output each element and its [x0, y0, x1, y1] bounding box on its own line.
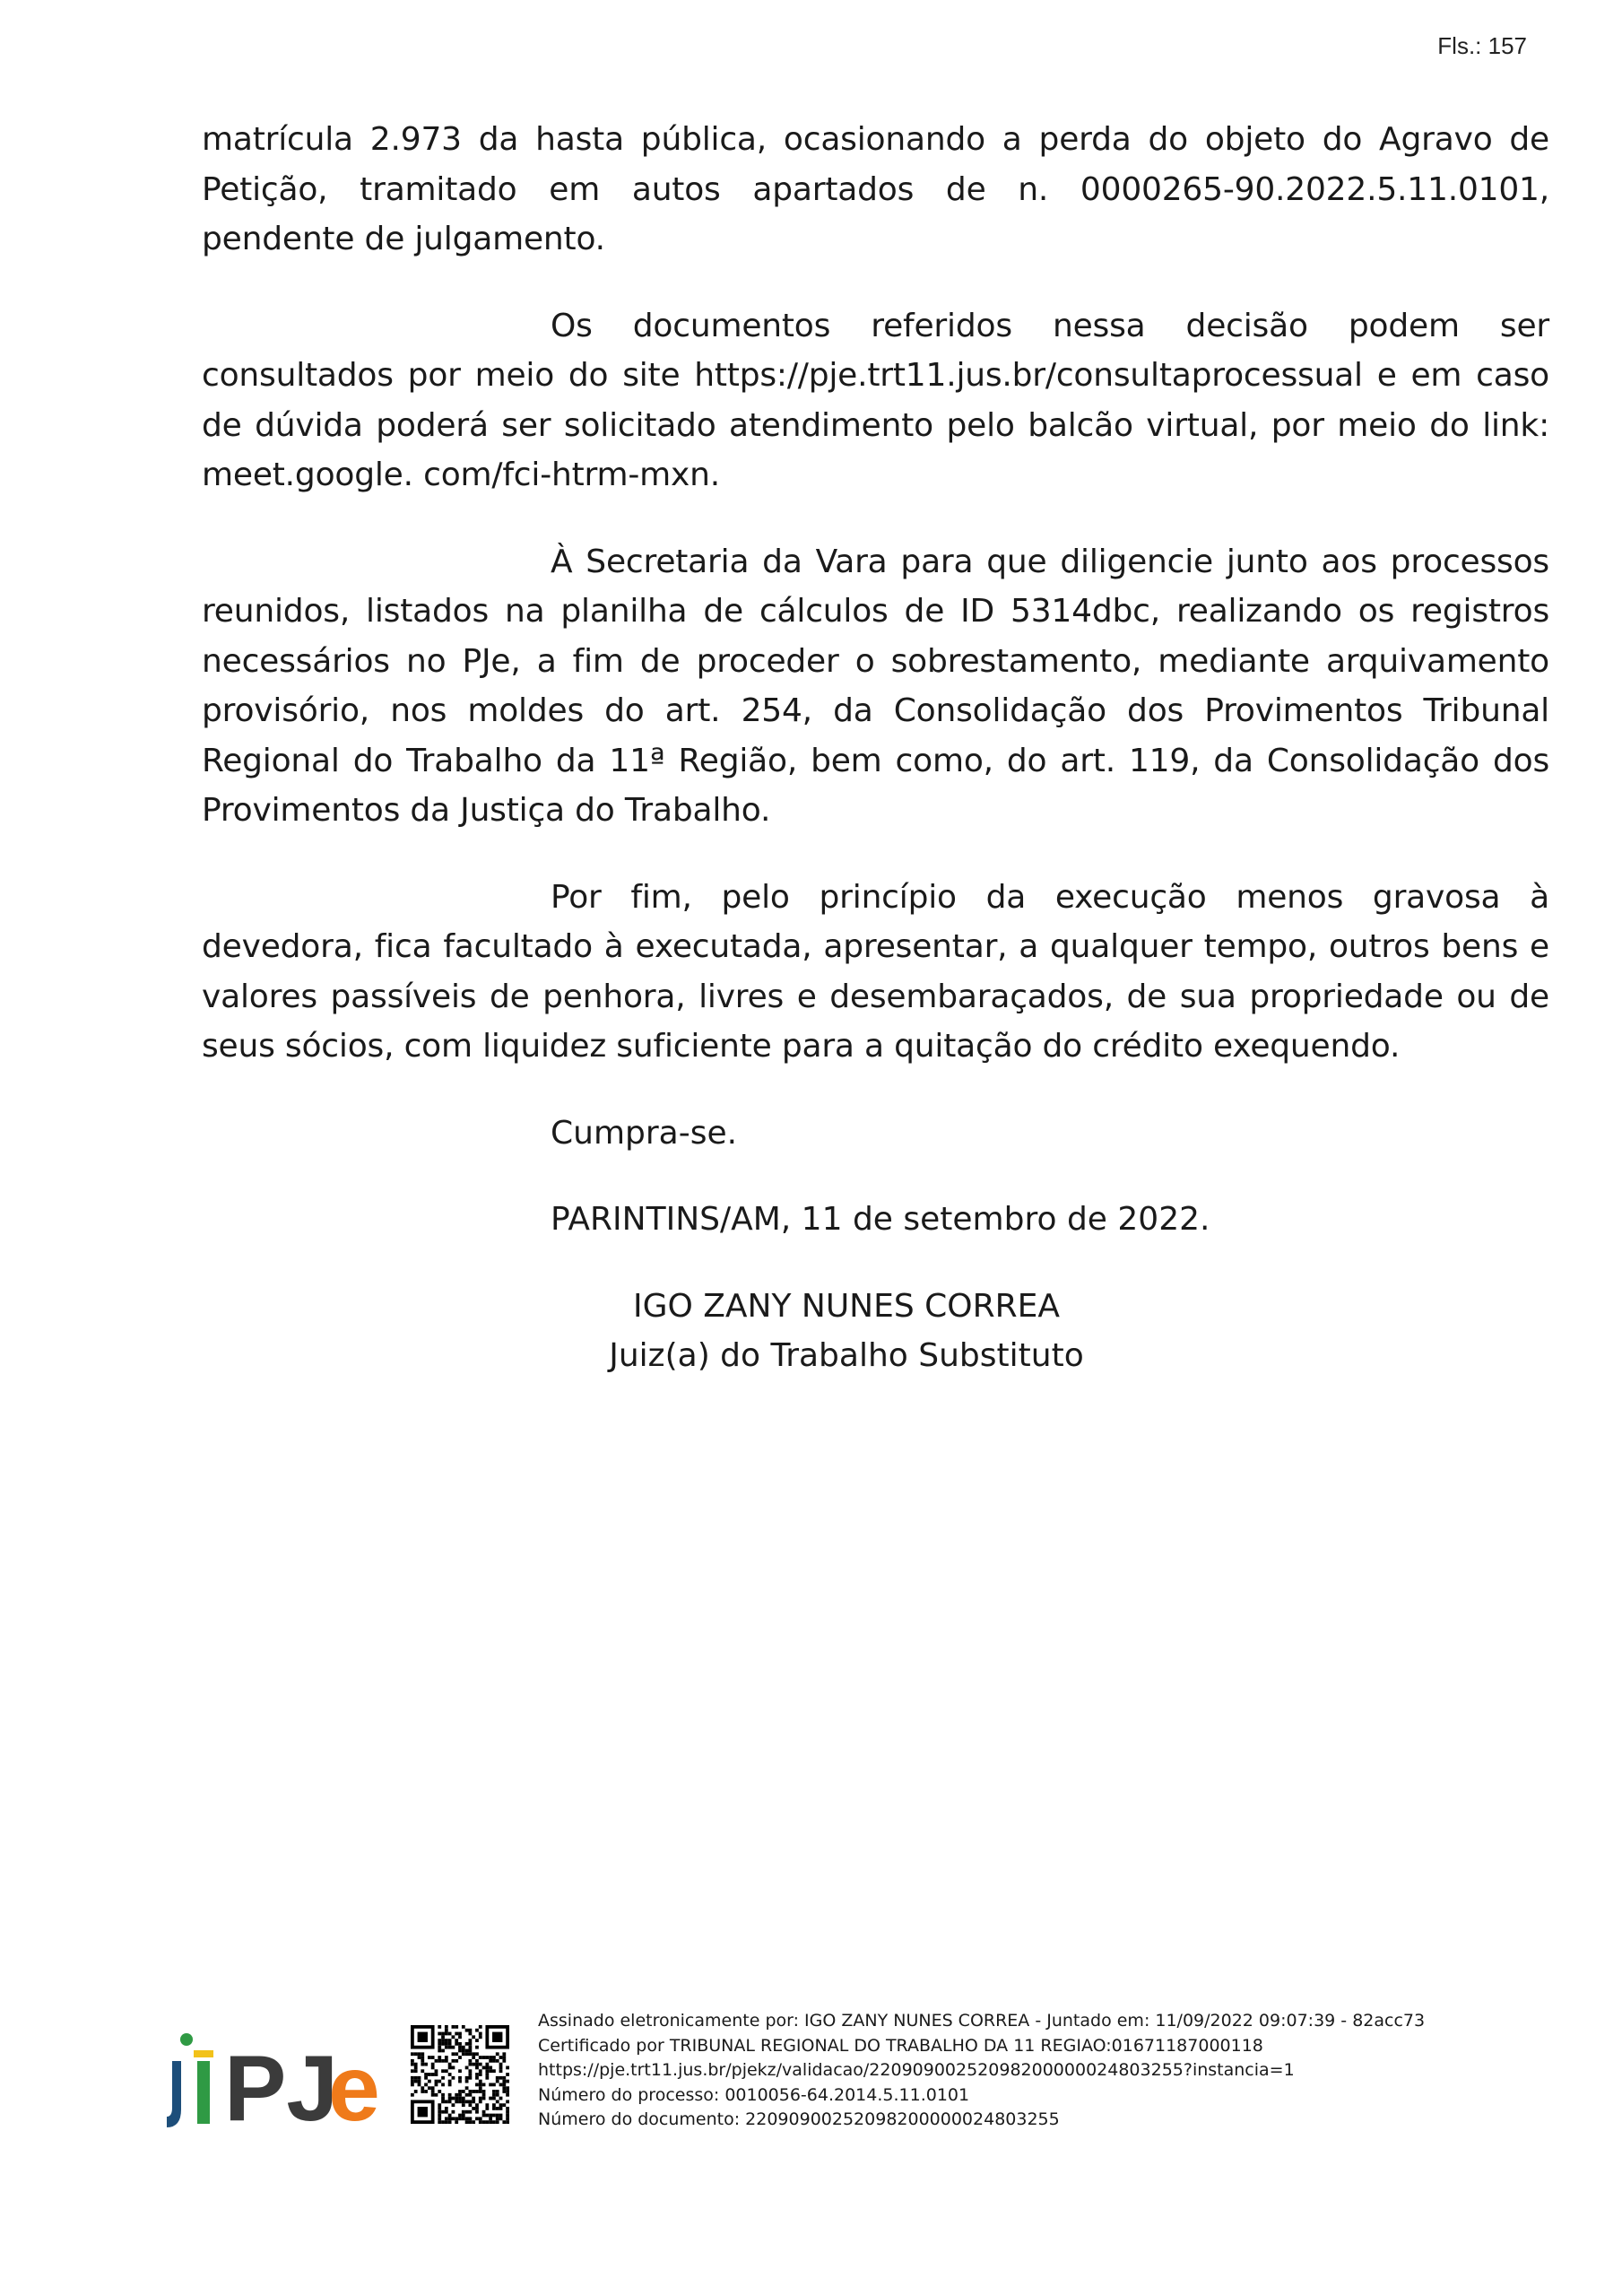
document-body [202, 115, 1549, 1381]
signer-title: Juiz(a) do Trabalho Substituto [609, 1337, 1084, 1374]
signer-name: IGO ZANY NUNES CORREA [632, 1287, 1061, 1325]
place-date: PARINTINS/AM, 11 de setembro de 2022. [551, 1201, 1210, 1238]
logo-e-letter: e [328, 2037, 380, 2133]
logo-j-blue [167, 2061, 181, 2127]
footer-line-document-number: Número do documento: 22090900252098200000024803255 [538, 2109, 1060, 2129]
logo-stem-green [197, 2061, 210, 2124]
logo-dot-green [180, 2033, 193, 2046]
footer [161, 2009, 1506, 2152]
logo-pj-letters: PJ [224, 2037, 339, 2133]
cumpra-se: Cumpra-se. [551, 1114, 738, 1152]
pje-logo-icon [161, 2027, 395, 2133]
qr-code-icon [411, 2025, 509, 2124]
footer-line-certificate: Certificado por TRIBUNAL REGIONAL DO TRABALHO DA 11 REGIAO:01671187000118 [538, 2035, 1263, 2056]
footer-line-signed: Assinado eletronicamente por: IGO ZANY NUNES CORREA - Juntado em: 11/09/2022 09:07:39 - 82acc73 [538, 2011, 1426, 2031]
footer-line-validation-url: https://pje.trt11.jus.br/pjekz/validacao/22090900252098200000024803255?instancia=1 [538, 2060, 1295, 2080]
footer-line-process-number: Número do processo: 0010056-64.2014.5.11.0101 [538, 2084, 970, 2105]
paragraph-3: À Secretaria da Vara para que diligencie junto aos processos reunidos, listados na planilha de cálculos de ID 5314dbc, realizando os registros necessários no PJe, a fim de proceder o sobrestamento, mediante arquivamento provisório, nos moldes do art. 254, da Consolidação dos Provimentos Tribunal Regional do Trabalho da 11ª Região, bem como, do art. 119, da Consolidação dos Provimentos da Justiça do Trabalho. [202, 543, 1549, 829]
paragraph-4: Por fim, pelo princípio da execução menos gravosa à devedora, fica facultado à executada, apresentar, a qualquer tempo, outros bens e valores passíveis de penhora, livres e desembaraçados, de sua propriedade ou de seus sócios, com liquidez suficiente para a quitação do crédito exequendo. [202, 878, 1549, 1065]
logo-bar-yellow [194, 2050, 213, 2057]
pje-logo [161, 2027, 395, 2133]
qr-code [411, 2025, 509, 2124]
signature-metadata [538, 2009, 1425, 2133]
signature-block [551, 1282, 1142, 1381]
page-number: Fls.: 157 [1437, 32, 1527, 59]
paragraph-1: matrícula 2.973 da hasta pública, ocasionando a perda do objeto do Agravo de Petição, tramitado em autos apartados de n. 0000265-90.2022.5.11.0101, pendente de julgamento. [202, 121, 1549, 257]
paragraph-2: Os documentos referidos nessa decisão podem ser consultados por meio do site https://pje.trt11.jus.br/consultaprocessual e em caso de dúvida poderá ser solicitado atendimento pelo balcão virtual, por meio do link: meet.google. com/fci-htrm-mxn. [202, 307, 1549, 493]
